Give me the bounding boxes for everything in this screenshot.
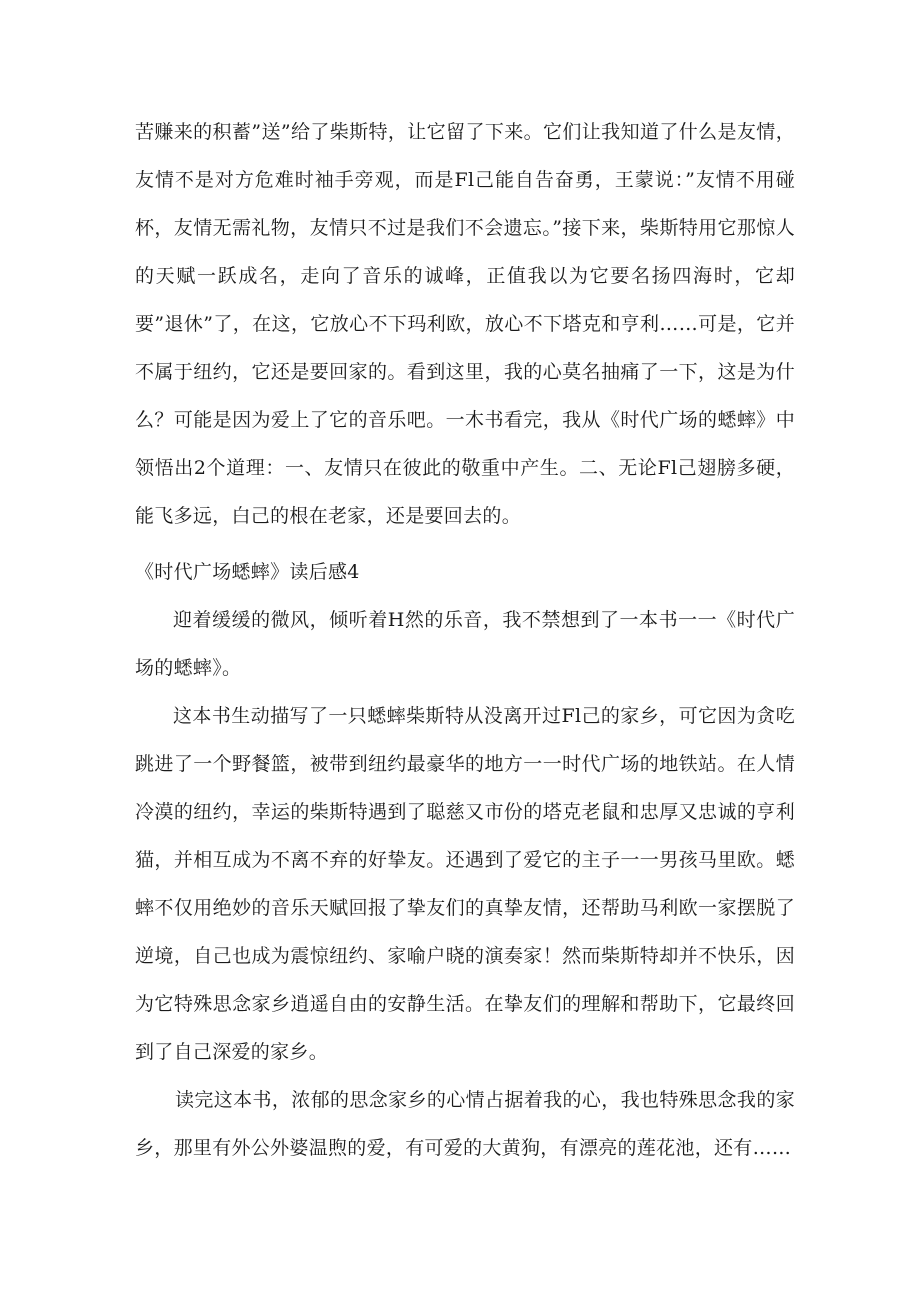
paragraph-intro: 迎着缓缓的微风，倾听着H然的乐音，我不禁想到了一本书一一《时代广场的蟋蟀》。 [135, 609, 795, 679]
paragraph-continuation: 苦赚来的积蓄”送”给了柴斯特，让它留了下来。它们让我知道了什么是友情，友情不是对方危难时袖手旁观，而是Fl己能自告奋勇，王蒙说：”友情不用碰杯，友情无需礼物，友情只不过是我们不会遗忘。”接下来，柴斯特用它那惊人的天赋一跃成名，走向了音乐的诚峰，正值我以为它要名扬四海时，它却要”退休”了，在这，它放心不下玛利欧，放心不下塔克和亨利……可是，它并不属于纽约，它还是要回家的。看到这里，我的心莫名抽痛了一下，这是为什么？可能是因为爱上了它的音乐吧。一木书看完，我从《时代广场的蟋蟀》中领悟出2个道理：一、友情只在彼此的敬重中产生。二、无论Fl己翅膀多硬，能飞多远，白己的根在老家，还是要回去的。 [135, 121, 795, 527]
paragraph-summary: 这本书生动描写了一只蟋蟀柴斯特从没离开过Fl己的家乡，可它因为贪吃跳进了一个野餐篮，被带到纽约最豪华的地方一一时代广场的地铁站。在人情冷漠的纽约，幸运的柴斯特遇到了聪慈又市份的塔克老鼠和忠厚又忠诚的亨利猫，并相互成为不离不弃的好挚友。还遇到了爱它的主子一一男孩马里欧。蟋蟀不仅用绝妙的音乐天赋回报了挚友们的真挚友情，还帮助马利欧一家摆脱了逆境，自己也成为震惊纽约、家喻户晓的演奏家！然而柴斯特却并不快乐，因为它特殊思念家乡逍遥自由的安静生活。在挚友们的理解和帮助下，它最终回到了自己深爱的家乡。 [135, 705, 795, 1063]
section-heading: 《时代广场蟋蟀》读后感4 [135, 561, 360, 583]
paragraph-reflection: 读完这本书，浓郁的思念家乡的心情占据着我的心，我也特殊思念我的家乡，那里有外公外婆温煦的爱，有可爱的大黄狗，有漂亮的莲花池，还有…… [135, 1089, 795, 1159]
